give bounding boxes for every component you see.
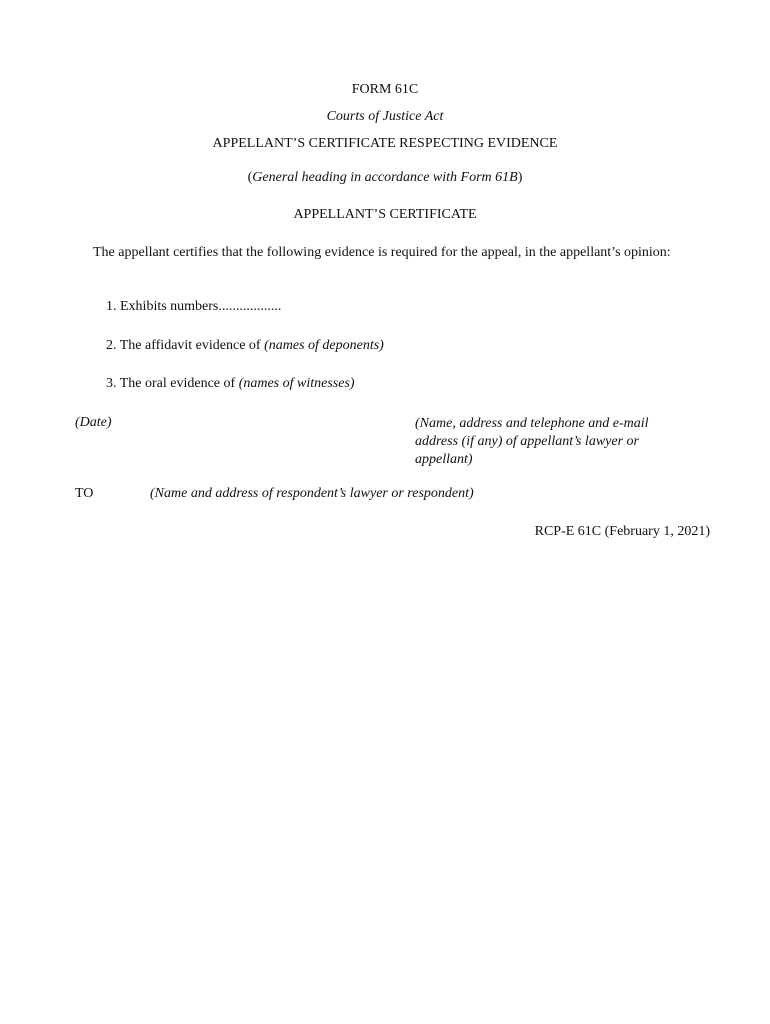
- heading-note: [0, 170, 770, 186]
- signature-block: (Name, address and telephone and e-mail address (if any) of appellant’s lawyer or appellant): [415, 416, 649, 467]
- heading-note-close: ): [517, 170, 523, 185]
- item-2-text: 2. The affidavit evidence of: [106, 338, 265, 353]
- item-3-text: 3. The oral evidence of: [106, 376, 239, 391]
- list-item: [106, 376, 355, 392]
- list-item: [106, 299, 281, 315]
- footer-code: RCP-E 61C (February 1, 2021): [534, 524, 710, 539]
- item-2-italic: (names of deponents): [264, 338, 384, 353]
- heading-note-text: General heading in accordance with Form 61B: [252, 170, 518, 185]
- form-number: FORM 61C: [351, 82, 419, 97]
- act-name: Courts of Justice Act: [326, 109, 444, 124]
- intro-paragraph: The appellant certifies that the following evidence is required for the appeal, in the appellant’s opinion:: [93, 245, 671, 260]
- to-label: TO: [75, 486, 94, 501]
- heading-note-open: (: [247, 170, 253, 185]
- date-label: (Date): [75, 415, 112, 430]
- form-title: APPELLANT’S CERTIFICATE RESPECTING EVIDENCE: [212, 136, 558, 151]
- item-1-text: 1. Exhibits numbers..................: [106, 299, 282, 314]
- item-3-italic: (names of witnesses): [238, 376, 355, 391]
- list-item: [106, 338, 384, 354]
- certificate-title: APPELLANT’S CERTIFICATE: [293, 207, 477, 222]
- to-value: (Name and address of respondent’s lawyer or respondent): [150, 486, 474, 501]
